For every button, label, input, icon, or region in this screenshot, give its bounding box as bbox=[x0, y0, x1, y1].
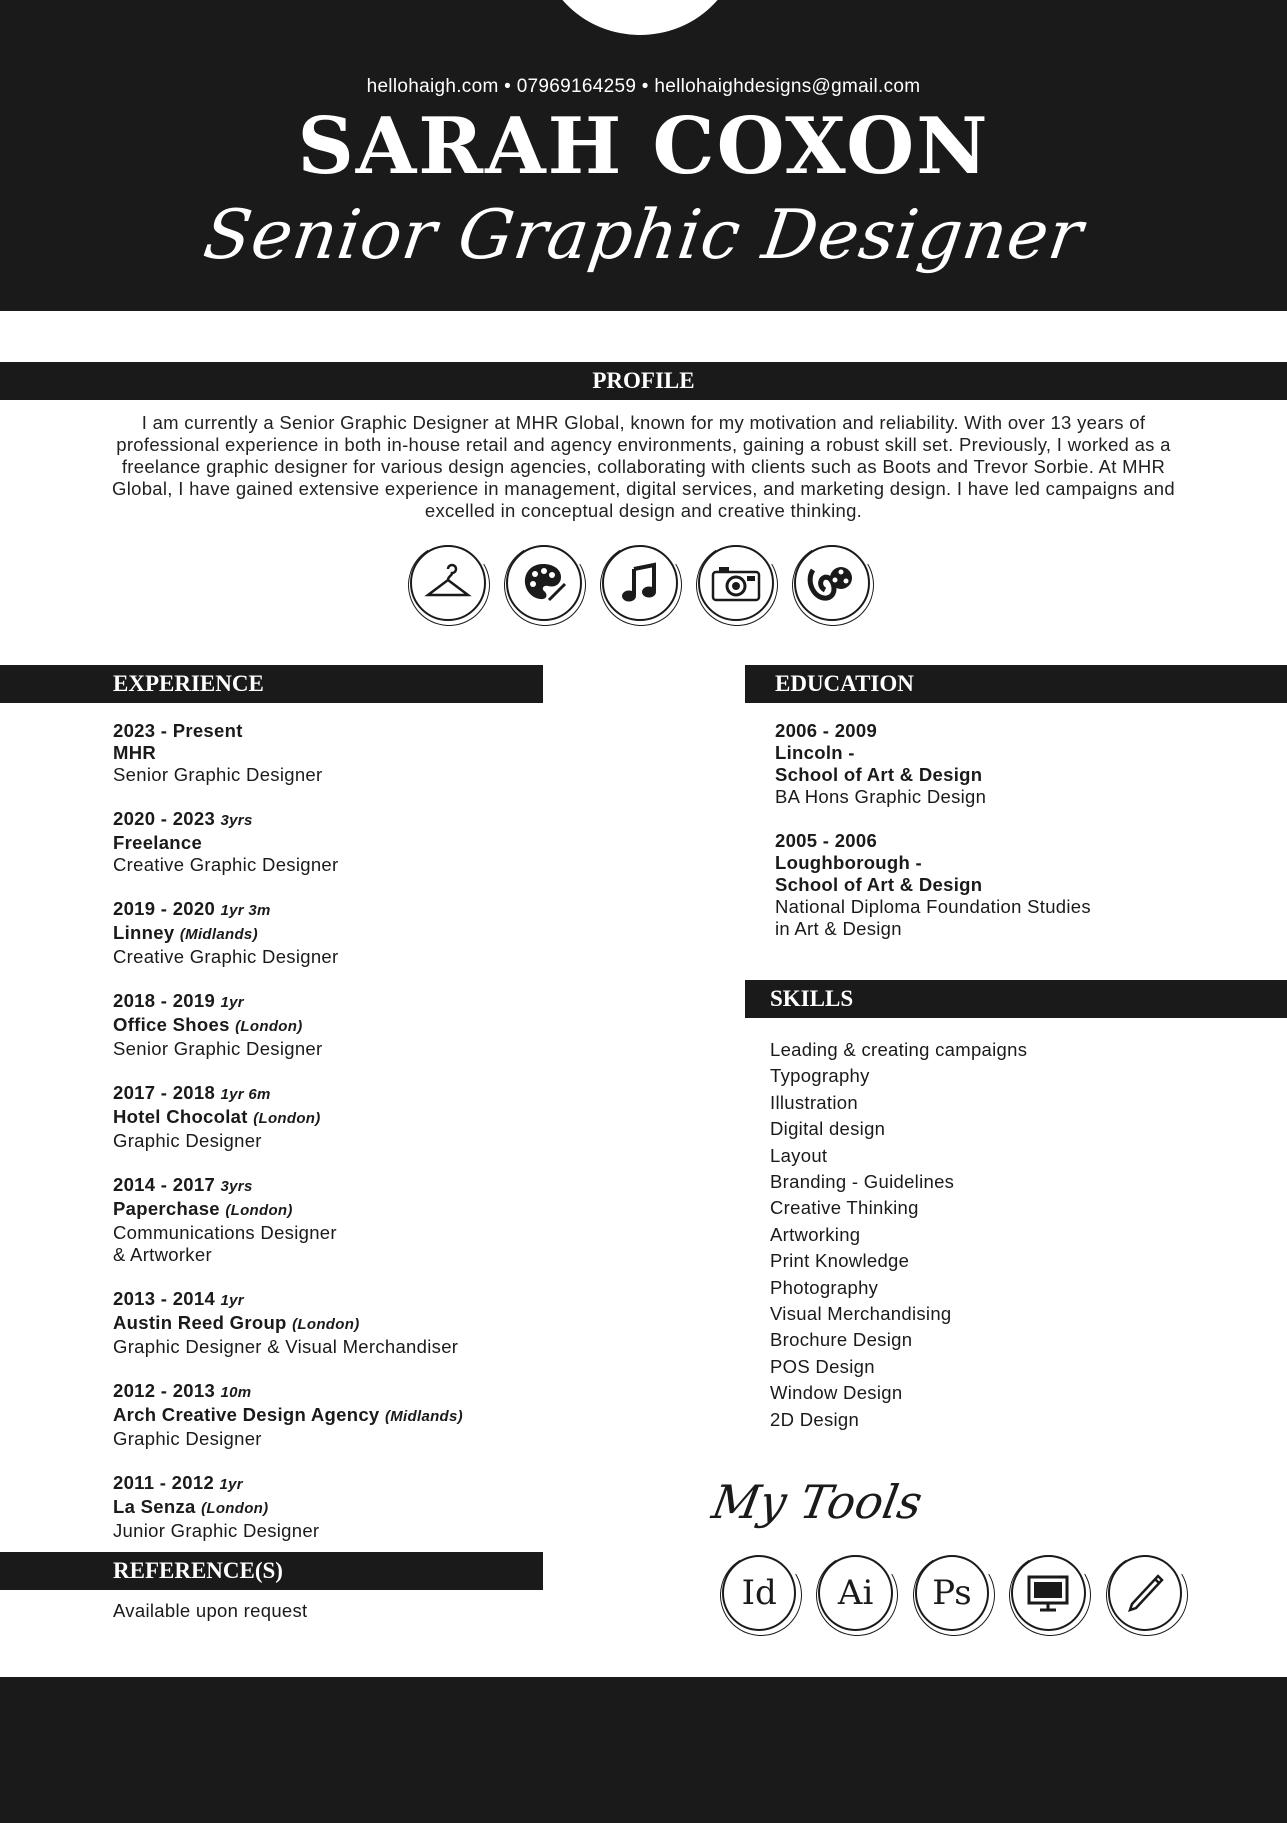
entry-dates: 2013 - 2014 bbox=[113, 1288, 216, 1309]
entry-course: National Diploma Foundation Studies bbox=[775, 896, 1091, 917]
hanger-icon bbox=[410, 545, 486, 621]
profile-heading: PROFILE bbox=[0, 362, 1287, 400]
entry-role: Senior Graphic Designer bbox=[113, 1038, 323, 1059]
entry-dates: 2011 - 2012 bbox=[113, 1472, 215, 1493]
entry-course: BA Hons Graphic Design bbox=[775, 786, 987, 807]
camera-icon bbox=[698, 545, 774, 621]
entry-role: Senior Graphic Designer bbox=[113, 764, 323, 785]
skill-item: Creative Thinking bbox=[770, 1197, 919, 1219]
entry-org: Freelance bbox=[113, 832, 203, 853]
pencil-icon bbox=[1108, 1555, 1182, 1631]
entry-role: Graphic Designer bbox=[113, 1428, 262, 1449]
tool-label: Id bbox=[741, 1573, 777, 1613]
education-entry bbox=[775, 830, 1255, 940]
entry-role: Creative Graphic Designer bbox=[113, 854, 339, 875]
skill-item: Artworking bbox=[770, 1223, 861, 1245]
film-reel-icon bbox=[794, 545, 870, 621]
entry-role: Graphic Designer bbox=[113, 1130, 262, 1151]
entry-location: (London) bbox=[292, 1316, 360, 1333]
entry-dates: 2017 - 2018 bbox=[113, 1082, 216, 1103]
entry-duration: 1yr bbox=[220, 994, 244, 1011]
entry-dates: 2005 - 2006 bbox=[775, 830, 878, 851]
experience-entry bbox=[113, 898, 533, 968]
entry-role-line2: & Artworker bbox=[113, 1244, 212, 1265]
skill-item: Illustration bbox=[770, 1091, 858, 1113]
skills-heading: SKILLS bbox=[745, 980, 1287, 1018]
candidate-name: SARAH COXON bbox=[297, 101, 990, 192]
entry-org: Arch Creative Design Agency bbox=[113, 1404, 380, 1425]
experience-entry bbox=[113, 720, 533, 786]
entry-duration: 3yrs bbox=[220, 1178, 253, 1195]
skill-item: Visual Merchandising bbox=[770, 1303, 952, 1325]
entry-institution-line2: School of Art & Design bbox=[775, 874, 983, 895]
entry-duration: 1yr bbox=[220, 1292, 244, 1309]
entry-location: (London) bbox=[235, 1018, 303, 1035]
entry-duration: 1yr 3m bbox=[220, 902, 271, 919]
skill-item: Print Knowledge bbox=[770, 1250, 910, 1272]
entry-dates: 2012 - 2013 bbox=[113, 1380, 216, 1401]
entry-institution-line2: School of Art & Design bbox=[775, 764, 983, 785]
experience-entry bbox=[113, 1380, 533, 1450]
education-heading: EDUCATION bbox=[745, 665, 1287, 703]
entry-org: Paperchase bbox=[113, 1198, 220, 1219]
entry-dates: 2018 - 2019 bbox=[113, 990, 216, 1011]
entry-course-line2: in Art & Design bbox=[775, 918, 902, 939]
references-heading: REFERENCE(S) bbox=[0, 1552, 543, 1590]
skill-item: Branding - Guidelines bbox=[770, 1171, 955, 1193]
profile-text: I am currently a Senior Graphic Designer at MHR Global, known for my motivation and reliability. With over 13 years of professional experience in both in-house retail and agency environments, gaining a robust skill set. Previously, I worked as a freelance graphic designer for various design agencies, collaborating with clients such as Boots and Trevor Sorbie. At MHR Global, I have gained extensive experience in management, digital services, and marketing design. I have led campaigns and excelled in conceptual design and creative thinking. bbox=[112, 412, 1175, 521]
entry-org: La Senza bbox=[113, 1496, 196, 1517]
skill-item: POS Design bbox=[770, 1355, 875, 1377]
entry-org: Hotel Chocolat bbox=[113, 1106, 248, 1127]
interest-icons bbox=[410, 545, 870, 627]
contact-line: hellohaigh.com • 07969164259 • hellohaighdesigns@gmail.com bbox=[366, 76, 921, 97]
entry-dates: 2020 - 2023 bbox=[113, 808, 216, 829]
skill-item: Digital design bbox=[770, 1118, 886, 1140]
experience-entry bbox=[113, 1174, 533, 1266]
skill-item: Brochure Design bbox=[770, 1329, 913, 1351]
references-text: Available upon request bbox=[113, 1600, 308, 1621]
experience-entry bbox=[113, 1288, 533, 1358]
skill-item: Window Design bbox=[770, 1382, 903, 1404]
entry-institution: Lincoln - bbox=[775, 742, 855, 763]
experience-entry bbox=[113, 1082, 533, 1152]
entry-org: MHR bbox=[113, 742, 157, 763]
experience-list bbox=[113, 720, 533, 1564]
entry-duration: 1yr 6m bbox=[220, 1086, 271, 1103]
tool-label: Ai bbox=[837, 1573, 874, 1613]
header-banner bbox=[0, 0, 1287, 311]
entry-location: (Midlands) bbox=[179, 926, 258, 943]
tool-icons bbox=[722, 1555, 1182, 1637]
indesign-icon bbox=[722, 1555, 796, 1631]
job-title: Senior Graphic Designer bbox=[198, 196, 1089, 275]
experience-entry bbox=[113, 808, 533, 876]
entry-dates: 2006 - 2009 bbox=[775, 720, 878, 741]
entry-org: Linney bbox=[113, 922, 175, 943]
entry-role: Junior Graphic Designer bbox=[113, 1520, 320, 1541]
header-notch bbox=[540, 0, 740, 35]
entry-duration: 1yr bbox=[219, 1476, 243, 1493]
entry-role: Communications Designer bbox=[113, 1222, 337, 1243]
entry-duration: 10m bbox=[220, 1384, 252, 1401]
photoshop-icon bbox=[915, 1555, 989, 1631]
skill-item: Leading & creating campaigns bbox=[770, 1039, 1028, 1060]
entry-dates: 2014 - 2017 bbox=[113, 1174, 216, 1195]
entry-dates: 2023 - Present bbox=[113, 720, 243, 741]
entry-location: (London) bbox=[201, 1500, 269, 1517]
experience-heading: EXPERIENCE bbox=[0, 665, 543, 703]
entry-org: Austin Reed Group bbox=[113, 1312, 287, 1333]
skill-item: 2D Design bbox=[770, 1408, 860, 1430]
entry-location: (London) bbox=[253, 1110, 321, 1127]
experience-entry bbox=[113, 990, 533, 1060]
entry-role: Graphic Designer & Visual Merchandiser bbox=[113, 1336, 459, 1357]
education-list bbox=[775, 720, 1255, 962]
monitor-icon bbox=[1011, 1555, 1085, 1631]
skill-item: Photography bbox=[770, 1276, 879, 1298]
entry-location: (Midlands) bbox=[384, 1408, 463, 1425]
skill-item: Layout bbox=[770, 1144, 828, 1166]
footer-band bbox=[0, 1677, 1287, 1823]
skills-list bbox=[770, 1037, 1250, 1433]
experience-entry bbox=[113, 1472, 533, 1542]
music-note-icon bbox=[602, 545, 678, 621]
entry-role: Creative Graphic Designer bbox=[113, 946, 339, 967]
entry-org: Office Shoes bbox=[113, 1014, 230, 1035]
palette-icon bbox=[506, 545, 582, 621]
skill-item: Typography bbox=[770, 1065, 870, 1087]
illustrator-icon bbox=[818, 1555, 892, 1631]
entry-institution: Loughborough - bbox=[775, 852, 923, 873]
tools-title: My Tools bbox=[708, 1475, 927, 1529]
entry-duration: 3yrs bbox=[220, 812, 253, 829]
education-entry bbox=[775, 720, 1255, 808]
entry-location: (London) bbox=[225, 1202, 293, 1219]
entry-dates: 2019 - 2020 bbox=[113, 898, 216, 919]
tool-label: Ps bbox=[932, 1573, 972, 1613]
